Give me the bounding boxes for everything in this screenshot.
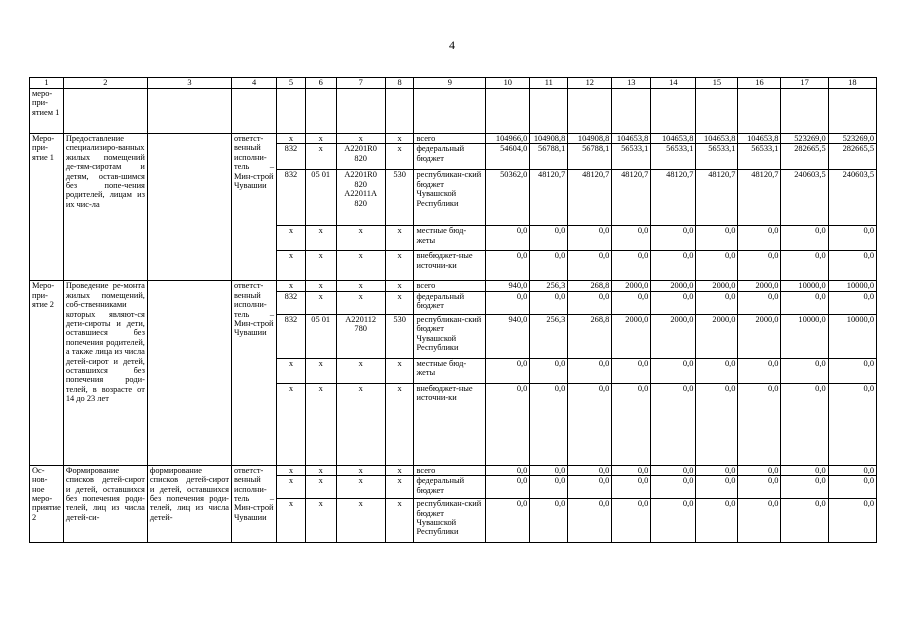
column-number: 13	[612, 78, 651, 89]
grbs-code-cell: 832	[277, 170, 306, 226]
target-code-cell: x	[336, 465, 385, 475]
amount-cell: 2000,0	[696, 281, 738, 291]
amount-cell: 0,0	[696, 291, 738, 314]
amount-cell: 0,0	[651, 226, 696, 251]
amount-cell: 0,0	[568, 251, 612, 281]
amount-cell: 2000,0	[651, 281, 696, 291]
amount-cell: 0,0	[828, 226, 876, 251]
amount-cell: 0,0	[486, 251, 530, 281]
amount-cell: 0,0	[781, 499, 828, 543]
amount-cell: 56533,1	[612, 144, 651, 170]
activity-cell: Меро- при- ятие 2	[30, 281, 64, 465]
amount-cell: 0,0	[651, 383, 696, 465]
amount-cell: 2000,0	[651, 314, 696, 358]
amount-cell: 0,0	[781, 476, 828, 499]
funding-source-cell: внебюджет-ные источни-ки	[414, 251, 486, 281]
amount-cell: 0,0	[781, 465, 828, 475]
amount-cell: 0,0	[530, 499, 568, 543]
section-code-cell: x	[305, 226, 336, 251]
amount-cell: 0,0	[696, 251, 738, 281]
amount-cell: 2000,0	[612, 281, 651, 291]
amount-cell: 0,0	[651, 465, 696, 475]
section-code-cell: x	[305, 383, 336, 465]
grbs-code-cell: x	[277, 251, 306, 281]
amount-cell: 48120,7	[651, 170, 696, 226]
executor-cell: ответст-венный исполни-тель – Мин-строй Чувашии	[231, 134, 276, 281]
amount-cell: 0,0	[612, 226, 651, 251]
amount-cell: 48120,7	[530, 170, 568, 226]
amount-cell: 2000,0	[738, 281, 781, 291]
amount-cell: 48120,7	[612, 170, 651, 226]
grbs-code-cell: x	[277, 281, 306, 291]
header-row	[30, 78, 877, 89]
expense-type-cell: 530	[385, 170, 414, 226]
grbs-code-cell: 832	[277, 291, 306, 314]
expense-type-cell: x	[385, 499, 414, 543]
grbs-code-cell: x	[277, 476, 306, 499]
goal-cell: формирование списков детей-сирот и детей, оставшихся без попечения роди-телей, лиц из числа детей-	[147, 465, 231, 542]
amount-cell: 0,0	[651, 476, 696, 499]
column-number: 12	[568, 78, 612, 89]
expense-type-cell: x	[385, 383, 414, 465]
target-code-cell: x	[336, 476, 385, 499]
amount-cell: 0,0	[696, 499, 738, 543]
column-number: 16	[738, 78, 781, 89]
amount-cell: 56533,1	[651, 144, 696, 170]
funding-source-cell: всего	[414, 465, 486, 475]
amount-cell: 0,0	[568, 226, 612, 251]
amount-cell: 0,0	[738, 499, 781, 543]
activity-cell: Меро- при- ятие 1	[30, 134, 64, 281]
section-code-cell: x	[305, 291, 336, 314]
table-row	[30, 281, 877, 291]
target-code-cell: x	[336, 358, 385, 383]
target-code-cell: x	[336, 134, 385, 144]
column-number: 6	[305, 78, 336, 89]
amount-cell: 0,0	[696, 465, 738, 475]
amount-cell: 268,8	[568, 281, 612, 291]
funding-source-cell: федеральный бюджет	[414, 291, 486, 314]
grbs-code-cell: 832	[277, 314, 306, 358]
amount-cell: 282665,5	[828, 144, 876, 170]
grbs-code-cell: x	[277, 226, 306, 251]
amount-cell: 48120,7	[568, 170, 612, 226]
amount-cell: 48120,7	[738, 170, 781, 226]
amount-cell: 0,0	[828, 465, 876, 475]
funding-source-cell: федеральный бюджет	[414, 476, 486, 499]
target-code-cell: x	[336, 383, 385, 465]
amount-cell: 56788,1	[568, 144, 612, 170]
amount-cell: 0,0	[828, 499, 876, 543]
expense-type-cell: x	[385, 281, 414, 291]
section-code-cell: x	[305, 358, 336, 383]
amount-cell: 0,0	[612, 499, 651, 543]
table-row	[30, 134, 877, 144]
funding-source-cell: местные бюд-жеты	[414, 226, 486, 251]
section-code-cell: x	[305, 476, 336, 499]
amount-cell: 0,0	[486, 476, 530, 499]
amount-cell: 104653,8	[696, 134, 738, 144]
goal-cell	[147, 134, 231, 281]
section-code-cell: x	[305, 281, 336, 291]
amount-cell: 523269,0	[781, 134, 828, 144]
column-number: 15	[696, 78, 738, 89]
target-code-cell: A220112 780	[336, 314, 385, 358]
amount-cell: 56533,1	[696, 144, 738, 170]
column-number: 9	[414, 78, 486, 89]
budget-table	[29, 77, 877, 543]
amount-cell: 54604,0	[486, 144, 530, 170]
amount-cell: 0,0	[530, 291, 568, 314]
target-code-cell: x	[336, 499, 385, 543]
target-code-cell: x	[336, 291, 385, 314]
section-code-cell: x	[305, 499, 336, 543]
amount-cell: 10000,0	[828, 314, 876, 358]
amount-cell: 0,0	[738, 291, 781, 314]
amount-cell: 0,0	[781, 251, 828, 281]
amount-cell: 0,0	[738, 226, 781, 251]
amount-cell: 0,0	[486, 291, 530, 314]
amount-cell: 0,0	[738, 358, 781, 383]
amount-cell: 240603,5	[828, 170, 876, 226]
amount-cell: 10000,0	[781, 314, 828, 358]
column-number: 1	[30, 78, 64, 89]
page-number: 4	[449, 38, 455, 52]
amount-cell: 0,0	[828, 291, 876, 314]
column-number: 17	[781, 78, 828, 89]
expense-type-cell: x	[385, 476, 414, 499]
amount-cell: 0,0	[651, 291, 696, 314]
amount-cell: 2000,0	[738, 314, 781, 358]
table-row	[30, 89, 877, 134]
target-code-cell: A2201R0 820 A22011A 820	[336, 170, 385, 226]
column-number: 2	[63, 78, 147, 89]
amount-cell: 0,0	[828, 358, 876, 383]
amount-cell: 56533,1	[738, 144, 781, 170]
column-number: 7	[336, 78, 385, 89]
column-number: 8	[385, 78, 414, 89]
funding-source-cell: внебюджет-ные источни-ки	[414, 383, 486, 465]
amount-cell: 0,0	[530, 476, 568, 499]
amount-cell: 104653,8	[651, 134, 696, 144]
amount-cell: 0,0	[612, 383, 651, 465]
amount-cell: 0,0	[696, 476, 738, 499]
amount-cell: 56788,1	[530, 144, 568, 170]
expense-type-cell: 530	[385, 314, 414, 358]
amount-cell: 0,0	[486, 383, 530, 465]
amount-cell: 0,0	[530, 465, 568, 475]
column-number: 5	[277, 78, 306, 89]
amount-cell: 10000,0	[781, 281, 828, 291]
amount-cell: 0,0	[738, 383, 781, 465]
amount-cell: 0,0	[828, 476, 876, 499]
amount-cell: 0,0	[781, 383, 828, 465]
amount-cell: 0,0	[781, 291, 828, 314]
grbs-code-cell: x	[277, 134, 306, 144]
amount-cell: 0,0	[612, 251, 651, 281]
target-code-cell: A2201R0 820	[336, 144, 385, 170]
amount-cell: 0,0	[696, 383, 738, 465]
target-code-cell: x	[336, 251, 385, 281]
expense-type-cell: x	[385, 465, 414, 475]
target-code-cell: x	[336, 281, 385, 291]
activity-cell: Ос- нов- ное меро- приятие 2	[30, 465, 64, 542]
amount-cell: 940,0	[486, 281, 530, 291]
column-number: 11	[530, 78, 568, 89]
funding-source-cell: республикан-ский бюджет Чувашской Республики	[414, 314, 486, 358]
funding-source-cell: республикан-ский бюджет Чувашской Республики	[414, 499, 486, 543]
column-number: 18	[828, 78, 876, 89]
goal-cell	[147, 281, 231, 465]
amount-cell: 0,0	[651, 251, 696, 281]
amount-cell: 104908,8	[568, 134, 612, 144]
section-code-cell: 05 01	[305, 314, 336, 358]
amount-cell: 104653,8	[738, 134, 781, 144]
funding-source-cell: всего	[414, 134, 486, 144]
column-number: 14	[651, 78, 696, 89]
section-code-cell: 05 01	[305, 170, 336, 226]
amount-cell: 0,0	[696, 226, 738, 251]
amount-cell: 0,0	[651, 358, 696, 383]
amount-cell: 0,0	[530, 226, 568, 251]
grbs-code-cell: x	[277, 465, 306, 475]
amount-cell: 0,0	[486, 358, 530, 383]
amount-cell: 256,3	[530, 314, 568, 358]
amount-cell: 0,0	[651, 499, 696, 543]
amount-cell: 0,0	[781, 358, 828, 383]
target-code-cell: x	[336, 226, 385, 251]
executor-cell: ответст-венный исполни-тель – Мин-строй Чувашии	[231, 281, 276, 465]
amount-cell: 10000,0	[828, 281, 876, 291]
amount-cell: 0,0	[828, 251, 876, 281]
activity-cell: меро- при- ятием 1	[30, 89, 64, 134]
amount-cell: 104966,0	[486, 134, 530, 144]
amount-cell: 268,8	[568, 314, 612, 358]
funding-source-cell: федеральный бюджет	[414, 144, 486, 170]
expense-type-cell: x	[385, 358, 414, 383]
amount-cell: 0,0	[568, 465, 612, 475]
table-row	[30, 465, 877, 475]
amount-cell: 0,0	[612, 465, 651, 475]
column-number: 10	[486, 78, 530, 89]
description-cell: Предоставление специализиро-ванных жилых помещений де-тям-сиротам и детям, остав-шимся без попе-чения родителей, лицам из их чис-ла	[63, 134, 147, 281]
amount-cell: 0,0	[486, 226, 530, 251]
amount-cell: 0,0	[738, 465, 781, 475]
funding-source-cell: республикан-ский бюджет Чувашской Республики	[414, 170, 486, 226]
amount-cell: 0,0	[612, 291, 651, 314]
amount-cell: 0,0	[530, 251, 568, 281]
section-code-cell: x	[305, 465, 336, 475]
section-code-cell: x	[305, 134, 336, 144]
expense-type-cell: x	[385, 251, 414, 281]
grbs-code-cell: 832	[277, 144, 306, 170]
amount-cell: 0,0	[612, 358, 651, 383]
amount-cell: 0,0	[738, 476, 781, 499]
amount-cell: 2000,0	[612, 314, 651, 358]
amount-cell: 0,0	[568, 499, 612, 543]
amount-cell: 0,0	[568, 358, 612, 383]
expense-type-cell: x	[385, 134, 414, 144]
amount-cell: 0,0	[568, 476, 612, 499]
expense-type-cell: x	[385, 144, 414, 170]
amount-cell: 0,0	[828, 383, 876, 465]
amount-cell: 0,0	[486, 499, 530, 543]
amount-cell: 0,0	[568, 291, 612, 314]
funding-source-cell: местные бюд-жеты	[414, 358, 486, 383]
amount-cell: 104653,8	[612, 134, 651, 144]
amount-cell: 523269,0	[828, 134, 876, 144]
expense-type-cell: x	[385, 291, 414, 314]
amount-cell: 48120,7	[696, 170, 738, 226]
amount-cell: 240603,5	[781, 170, 828, 226]
section-code-cell: x	[305, 251, 336, 281]
description-cell: Формирование списков детей-сирот и детей, оставшихся без попечения роди-телей, лиц из числа детей-си-	[63, 465, 147, 542]
grbs-code-cell: x	[277, 358, 306, 383]
column-number: 3	[147, 78, 231, 89]
amount-cell: 0,0	[612, 476, 651, 499]
amount-cell: 282665,5	[781, 144, 828, 170]
amount-cell: 0,0	[530, 383, 568, 465]
amount-cell: 940,0	[486, 314, 530, 358]
amount-cell: 0,0	[486, 465, 530, 475]
funding-source-cell: всего	[414, 281, 486, 291]
amount-cell: 0,0	[738, 251, 781, 281]
section-code-cell: x	[305, 144, 336, 170]
executor-cell: ответст-венный исполни-тель – Мин-строй Чувашии	[231, 465, 276, 542]
amount-cell: 0,0	[696, 358, 738, 383]
amount-cell: 50362,0	[486, 170, 530, 226]
amount-cell: 256,3	[530, 281, 568, 291]
grbs-code-cell: x	[277, 499, 306, 543]
column-number: 4	[231, 78, 276, 89]
description-cell: Проведение ре-монта жилых помещений, соб-ственниками которых являют-ся дети-сироты и дети, оставшиеся без попечения родителей, а также лица из числа детей-сирот и детей, оставшихся без попечения роди-телей, в возрасте от 14 до 23 лет	[63, 281, 147, 465]
amount-cell: 2000,0	[696, 314, 738, 358]
expense-type-cell: x	[385, 226, 414, 251]
amount-cell: 0,0	[530, 358, 568, 383]
amount-cell: 104908,8	[530, 134, 568, 144]
grbs-code-cell: x	[277, 383, 306, 465]
amount-cell: 0,0	[781, 226, 828, 251]
amount-cell: 0,0	[568, 383, 612, 465]
